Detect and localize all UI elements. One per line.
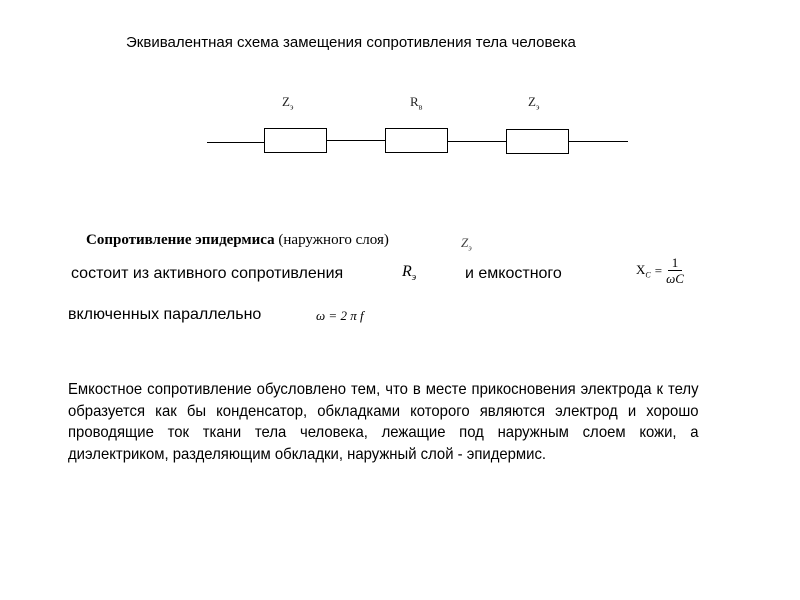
epidermis-normal-text: (наружного слоя) <box>274 232 389 248</box>
parallel-text: включенных параллельно <box>68 306 262 323</box>
xc-numerator: 1 <box>668 255 683 271</box>
wire-mid-1 <box>326 140 386 141</box>
label-ze-2: $Z_э$ <box>528 94 540 112</box>
label-rv: $R_в$ <box>410 94 423 112</box>
formula-omega: ω = 2 π f <box>316 308 364 323</box>
resistor-ze-1 <box>264 128 327 153</box>
label-ze-1: $Z_э$ <box>282 94 294 112</box>
active-resistance-text: состоит из активного сопротивления <box>71 265 344 282</box>
page-title: Эквивалентная схема замещения сопротивления тела человека <box>126 34 576 51</box>
epidermis-heading <box>86 232 389 249</box>
xc-equals: = <box>654 262 663 278</box>
wire-left <box>207 142 265 143</box>
explanation-paragraph: Емкостное сопротивление обусловлено тем, что в месте прикосновения электрода к телу образуется как бы конденсатор, обкладками которого являются электрод и хорошо проводящие ток ткани тела человека, лежащие под наружным слоем кожи, а диэлектриком, разделяющим обкладки, наружный слой - эпидермис. <box>68 381 699 463</box>
capacitive-text: и емкостного <box>465 265 562 282</box>
xc-lhs: $X_C$ <box>636 261 651 280</box>
xc-fraction <box>666 255 684 286</box>
symbol-ze: $Z_э$ <box>461 235 472 253</box>
symbol-re: $R_э$ <box>402 263 417 284</box>
resistor-rv <box>385 128 448 153</box>
wire-mid-2 <box>447 141 507 142</box>
epidermis-bold-text: Сопротивление эпидермиса <box>86 232 275 248</box>
wire-right <box>568 141 628 142</box>
xc-denominator: ωC <box>666 271 684 286</box>
formula-xc <box>636 255 684 286</box>
resistor-ze-2 <box>506 129 569 154</box>
